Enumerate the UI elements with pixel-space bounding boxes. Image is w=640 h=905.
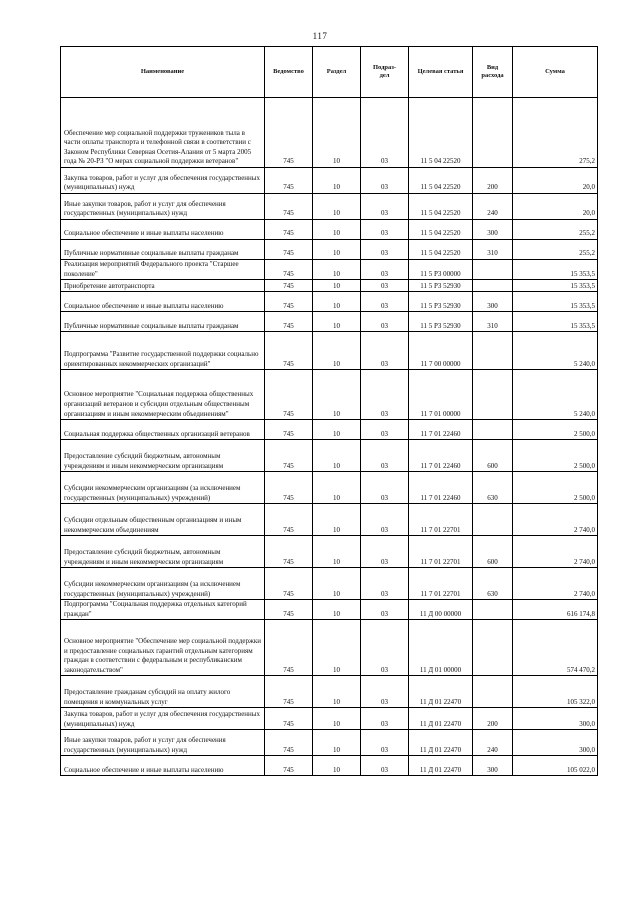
cell-target: 11 7 01 22701 <box>409 536 473 568</box>
cell-name: Подпрограмма "Социальная поддержка отдельных категорий граждан" <box>61 600 265 620</box>
cell-target: 11 5 04 22520 <box>409 194 473 220</box>
cell-dept: 745 <box>265 420 313 440</box>
cell-target: 11 7 00 00000 <box>409 332 473 370</box>
cell-section: 10 <box>313 472 361 504</box>
cell-exp-type <box>473 504 513 536</box>
cell-subsection: 03 <box>361 332 409 370</box>
cell-dept: 745 <box>265 536 313 568</box>
header-sum: Сумма <box>513 47 598 98</box>
cell-subsection: 03 <box>361 280 409 292</box>
cell-dept: 745 <box>265 676 313 708</box>
cell-name: Закупка товаров, работ и услуг для обеспечения государственных (муниципальных) нужд <box>61 168 265 194</box>
cell-sum: 5 240,0 <box>513 370 598 420</box>
table-row <box>61 536 598 568</box>
cell-name: Предоставление субсидий бюджетным, автономным учреждениям и иным некоммерческим организациям <box>61 536 265 568</box>
table-row <box>61 568 598 600</box>
cell-name: Обеспечение мер социальной поддержки тружеников тыла в части оплаты транспорта и телефонной связи в соответствии с Законом Республики Северная Осетия-Алания от 5 марта 2005 года № 20-РЗ "О мерах социальной поддержки ветеранов" <box>61 98 265 168</box>
cell-exp-type <box>473 98 513 168</box>
cell-subsection: 03 <box>361 260 409 280</box>
cell-dept: 745 <box>265 280 313 292</box>
cell-section: 10 <box>313 332 361 370</box>
cell-exp-type: 300 <box>473 220 513 240</box>
cell-section: 10 <box>313 440 361 472</box>
table-header-row <box>61 47 598 98</box>
cell-sum: 275,2 <box>513 98 598 168</box>
cell-subsection: 03 <box>361 568 409 600</box>
cell-name: Предоставление гражданам субсидий на оплату жилого помещения и коммунальных услуг <box>61 676 265 708</box>
cell-exp-type <box>473 332 513 370</box>
cell-exp-type <box>473 280 513 292</box>
cell-exp-type <box>473 620 513 676</box>
cell-section: 10 <box>313 280 361 292</box>
cell-sum: 2 740,0 <box>513 504 598 536</box>
cell-subsection: 03 <box>361 440 409 472</box>
cell-section: 10 <box>313 504 361 536</box>
cell-sum: 20,0 <box>513 194 598 220</box>
budget-table <box>60 46 598 776</box>
table-row <box>61 420 598 440</box>
cell-dept: 745 <box>265 708 313 730</box>
cell-sum: 5 240,0 <box>513 332 598 370</box>
cell-section: 10 <box>313 168 361 194</box>
cell-name: Подпрограмма "Развитие государственной поддержки социально ориентированных некоммерческих организаций" <box>61 332 265 370</box>
table-row <box>61 332 598 370</box>
cell-target: 11 7 01 22460 <box>409 472 473 504</box>
cell-sum: 20,0 <box>513 168 598 194</box>
cell-section: 10 <box>313 292 361 312</box>
cell-name: Реализация мероприятий Федерального проекта "Старшее поколение" <box>61 260 265 280</box>
cell-subsection: 03 <box>361 370 409 420</box>
header-exp-type: Вид расхода <box>473 47 513 98</box>
cell-subsection: 03 <box>361 756 409 776</box>
cell-section: 10 <box>313 536 361 568</box>
cell-dept: 745 <box>265 292 313 312</box>
cell-section: 10 <box>313 220 361 240</box>
cell-sum: 15 353,5 <box>513 312 598 332</box>
cell-sum: 255,2 <box>513 220 598 240</box>
cell-section: 10 <box>313 240 361 260</box>
cell-dept: 745 <box>265 240 313 260</box>
cell-name: Социальное обеспечение и иные выплаты населению <box>61 292 265 312</box>
header-subsection: Подраз- дел <box>361 47 409 98</box>
cell-name: Субсидии некоммерческим организациям (за исключением государственных (муниципальных) учреждений) <box>61 472 265 504</box>
table-row <box>61 730 598 756</box>
cell-exp-type: 310 <box>473 240 513 260</box>
cell-subsection: 03 <box>361 312 409 332</box>
cell-target: 11 5 04 22520 <box>409 240 473 260</box>
header-dept: Ведомство <box>265 47 313 98</box>
cell-exp-type: 240 <box>473 194 513 220</box>
table-row <box>61 194 598 220</box>
cell-sum: 300,0 <box>513 708 598 730</box>
cell-target: 11 5 04 22520 <box>409 98 473 168</box>
cell-dept: 745 <box>265 600 313 620</box>
cell-target: 11 7 01 22460 <box>409 440 473 472</box>
cell-subsection: 03 <box>361 600 409 620</box>
cell-sum: 2 500,0 <box>513 420 598 440</box>
cell-name: Социальное обеспечение и иные выплаты населению <box>61 756 265 776</box>
cell-section: 10 <box>313 260 361 280</box>
table-row <box>61 312 598 332</box>
cell-section: 10 <box>313 420 361 440</box>
cell-exp-type: 240 <box>473 730 513 756</box>
cell-section: 10 <box>313 568 361 600</box>
cell-sum: 300,0 <box>513 730 598 756</box>
cell-subsection: 03 <box>361 194 409 220</box>
cell-section: 10 <box>313 370 361 420</box>
cell-section: 10 <box>313 600 361 620</box>
cell-target: 11 5 P3 52930 <box>409 312 473 332</box>
table-row <box>61 280 598 292</box>
cell-name: Приобретение автотранспорта <box>61 280 265 292</box>
cell-subsection: 03 <box>361 676 409 708</box>
cell-sum: 2 500,0 <box>513 472 598 504</box>
table-row <box>61 708 598 730</box>
cell-subsection: 03 <box>361 708 409 730</box>
cell-sum: 574 470,2 <box>513 620 598 676</box>
cell-exp-type: 200 <box>473 708 513 730</box>
cell-dept: 745 <box>265 568 313 600</box>
cell-exp-type: 600 <box>473 536 513 568</box>
cell-subsection: 03 <box>361 220 409 240</box>
cell-dept: 745 <box>265 620 313 676</box>
cell-name: Субсидии отдельным общественным организациям и иным некоммерческим объединениям <box>61 504 265 536</box>
cell-sum: 255,2 <box>513 240 598 260</box>
cell-target: 11 Д 01 22470 <box>409 730 473 756</box>
cell-name: Иные закупки товаров, работ и услуг для обеспечения государственных (муниципальных) нужд <box>61 194 265 220</box>
header-section: Раздел <box>313 47 361 98</box>
cell-exp-type: 630 <box>473 568 513 600</box>
cell-sum: 105 322,0 <box>513 676 598 708</box>
cell-target: 11 7 01 22460 <box>409 420 473 440</box>
cell-dept: 745 <box>265 332 313 370</box>
table-row <box>61 676 598 708</box>
cell-subsection: 03 <box>361 504 409 536</box>
table-row <box>61 168 598 194</box>
cell-sum: 15 353,5 <box>513 292 598 312</box>
table-row <box>61 440 598 472</box>
cell-dept: 745 <box>265 98 313 168</box>
cell-name: Основное мероприятие "Обеспечение мер социальной поддержки и предоставление социальных гарантий отдельным категориям граждан в соответствии с федеральным и республиканским законодательством" <box>61 620 265 676</box>
cell-exp-type: 200 <box>473 168 513 194</box>
cell-section: 10 <box>313 730 361 756</box>
cell-subsection: 03 <box>361 240 409 260</box>
cell-target: 11 Д 01 22470 <box>409 676 473 708</box>
cell-exp-type: 630 <box>473 472 513 504</box>
cell-target: 11 5 P3 00000 <box>409 260 473 280</box>
table-row <box>61 220 598 240</box>
cell-subsection: 03 <box>361 420 409 440</box>
cell-dept: 745 <box>265 504 313 536</box>
cell-section: 10 <box>313 708 361 730</box>
cell-exp-type <box>473 370 513 420</box>
cell-dept: 745 <box>265 220 313 240</box>
cell-exp-type <box>473 600 513 620</box>
cell-target: 11 Д 00 00000 <box>409 600 473 620</box>
cell-target: 11 Д 01 22470 <box>409 756 473 776</box>
cell-name: Предоставление субсидий бюджетным, автономным учреждениям и иным некоммерческим организациям <box>61 440 265 472</box>
table-row <box>61 98 598 168</box>
cell-subsection: 03 <box>361 292 409 312</box>
cell-name: Публичные нормативные социальные выплаты гражданам <box>61 312 265 332</box>
cell-sum: 2 740,0 <box>513 536 598 568</box>
cell-section: 10 <box>313 620 361 676</box>
page-number: 117 <box>312 31 328 41</box>
table-row <box>61 504 598 536</box>
cell-section: 10 <box>313 194 361 220</box>
cell-subsection: 03 <box>361 472 409 504</box>
cell-subsection: 03 <box>361 98 409 168</box>
cell-sum: 105 022,0 <box>513 756 598 776</box>
cell-sum: 15 353,5 <box>513 260 598 280</box>
cell-target: 11 Д 01 00000 <box>409 620 473 676</box>
cell-section: 10 <box>313 312 361 332</box>
cell-sum: 616 174,8 <box>513 600 598 620</box>
cell-exp-type: 300 <box>473 292 513 312</box>
cell-target: 11 7 01 22701 <box>409 568 473 600</box>
cell-dept: 745 <box>265 440 313 472</box>
cell-exp-type: 310 <box>473 312 513 332</box>
table-row <box>61 620 598 676</box>
cell-target: 11 5 04 22520 <box>409 220 473 240</box>
header-name: Наименование <box>61 47 265 98</box>
cell-name: Социальная поддержка общественных организаций ветеранов <box>61 420 265 440</box>
cell-name: Закупка товаров, работ и услуг для обеспечения государственных (муниципальных) нужд <box>61 708 265 730</box>
table-row <box>61 756 598 776</box>
cell-subsection: 03 <box>361 730 409 756</box>
cell-section: 10 <box>313 676 361 708</box>
cell-exp-type <box>473 420 513 440</box>
cell-target: 11 Д 01 22470 <box>409 708 473 730</box>
cell-dept: 745 <box>265 312 313 332</box>
cell-dept: 745 <box>265 168 313 194</box>
table-row <box>61 292 598 312</box>
cell-target: 11 5 P3 52930 <box>409 292 473 312</box>
header-target: Целевая статья <box>409 47 473 98</box>
cell-target: 11 5 P3 52930 <box>409 280 473 292</box>
cell-dept: 745 <box>265 756 313 776</box>
cell-sum: 2 500,0 <box>513 440 598 472</box>
cell-target: 11 5 04 22520 <box>409 168 473 194</box>
cell-name: Иные закупки товаров, работ и услуг для обеспечения государственных (муниципальных) нужд <box>61 730 265 756</box>
cell-target: 11 7 01 00000 <box>409 370 473 420</box>
cell-exp-type: 300 <box>473 756 513 776</box>
cell-dept: 745 <box>265 472 313 504</box>
cell-name: Публичные нормативные социальные выплаты гражданам <box>61 240 265 260</box>
cell-dept: 745 <box>265 370 313 420</box>
cell-sum: 15 353,5 <box>513 280 598 292</box>
table-row <box>61 260 598 280</box>
cell-name: Основное мероприятие "Социальная поддержка общественных организаций ветеранов и субсидии отдельным общественным организациям и иным некоммерческим объединениям" <box>61 370 265 420</box>
cell-section: 10 <box>313 98 361 168</box>
table-row <box>61 472 598 504</box>
cell-exp-type <box>473 676 513 708</box>
table-row <box>61 600 598 620</box>
cell-exp-type <box>473 260 513 280</box>
cell-name: Социальное обеспечение и иные выплаты населению <box>61 220 265 240</box>
cell-dept: 745 <box>265 260 313 280</box>
cell-subsection: 03 <box>361 620 409 676</box>
cell-name: Субсидии некоммерческим организациям (за исключением государственных (муниципальных) учреждений) <box>61 568 265 600</box>
cell-sum: 2 740,0 <box>513 568 598 600</box>
table-row <box>61 370 598 420</box>
cell-subsection: 03 <box>361 536 409 568</box>
cell-target: 11 7 01 22701 <box>409 504 473 536</box>
cell-exp-type: 600 <box>473 440 513 472</box>
cell-dept: 745 <box>265 194 313 220</box>
table-row <box>61 240 598 260</box>
cell-section: 10 <box>313 756 361 776</box>
cell-subsection: 03 <box>361 168 409 194</box>
cell-dept: 745 <box>265 730 313 756</box>
